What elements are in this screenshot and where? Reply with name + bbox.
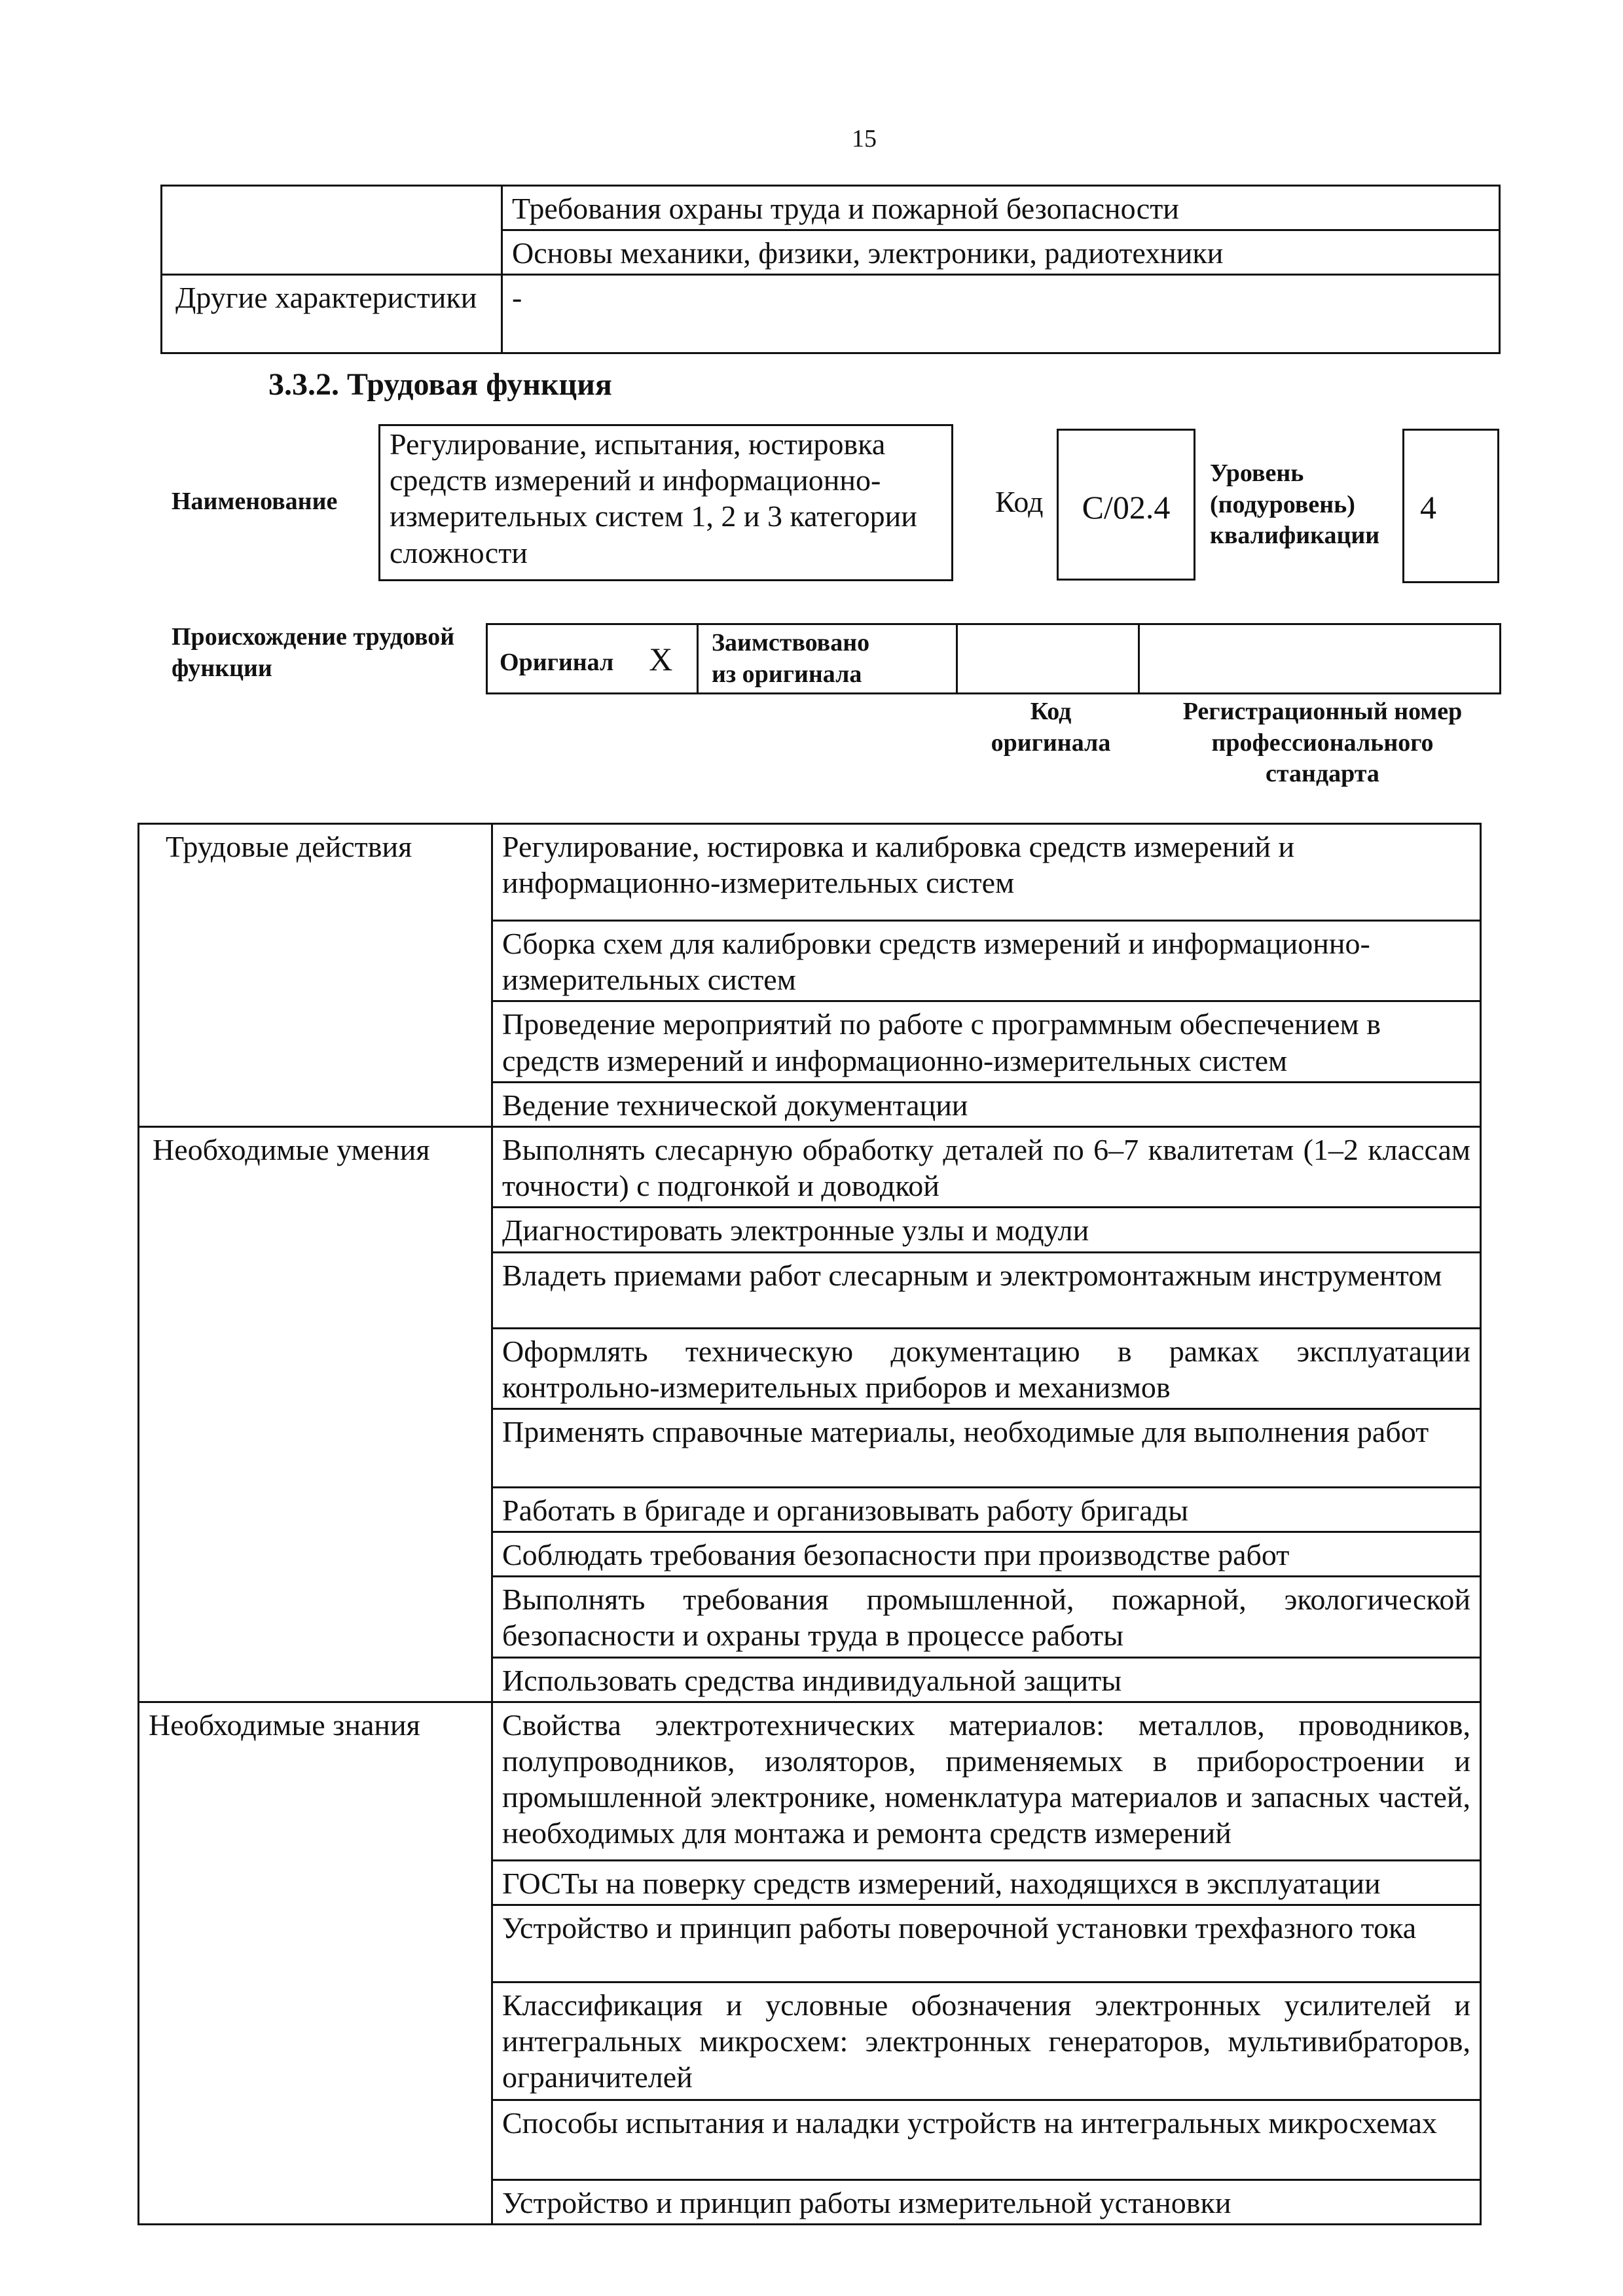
- table-row: [139, 824, 1481, 921]
- section-title: 3.3.2. Трудовая функция: [268, 367, 612, 402]
- table-cell: Устройство и принцип работы поверочной установки трехфазного тока: [492, 1905, 1481, 1982]
- table-row: [139, 1126, 1481, 1207]
- reg-caption: Регистрационный номер профессионального стандарта: [1182, 698, 1463, 787]
- level-value: 4: [1420, 489, 1436, 526]
- table-cell-empty: [162, 186, 502, 275]
- table-cell: Свойства электротехнических материалов: металлов, проводников, полупроводников, изоляторов, применяемых в приборостроении и промышленной электронике, номенклатура материалов и запасных частей, необходимых для монтажа и ремонта средств измерений: [492, 1702, 1481, 1860]
- table-cell: Требования охраны труда и пожарной безопасности: [502, 186, 1500, 230]
- table-cell: Применять справочные материалы, необходимые для выполнения работ: [492, 1408, 1481, 1487]
- table-cell: -: [502, 275, 1500, 353]
- group-label-actions: Трудовые действия: [139, 824, 492, 1127]
- name-label: Наименование: [172, 488, 338, 515]
- table-cell: ГОСТы на поверку средств измерений, находящихся в эксплуатации: [492, 1860, 1481, 1905]
- table-row: [487, 624, 1501, 694]
- borrowed-label: Заимствовано из оригинала: [712, 629, 870, 688]
- original-mark: X: [649, 640, 673, 677]
- original-label: Оригинал: [500, 648, 614, 676]
- table-cell: Использовать средства индивидуальной защиты: [492, 1657, 1481, 1702]
- table-cell: Выполнять требования промышленной, пожарной, экологической безопасности и охраны труда в процессе работы: [492, 1577, 1481, 1657]
- table-cell: Проведение мероприятий по работе с программным обеспечением в средств измерений и информационно-измерительных систем: [492, 1001, 1481, 1082]
- name-value-box: [378, 424, 953, 581]
- name-value: Регулирование, испытания, юстировка средств измерений и информационно-измерительных систем 1, 2 и 3 категории сложности: [390, 427, 917, 569]
- borrowed-cell: [698, 624, 957, 694]
- main-table: [137, 823, 1482, 2225]
- group-label-knowledge: Необходимые знания: [139, 1702, 492, 2224]
- table-cell: Оформлять техническую документацию в рамках эксплуатации контрольно-измерительных приборов и механизмов: [492, 1328, 1481, 1408]
- table-cell: Способы испытания и наладки устройств на интегральных микросхемах: [492, 2100, 1481, 2180]
- table-row: [139, 1702, 1481, 1860]
- top-table: [160, 185, 1501, 354]
- table-cell: Ведение технической документации: [492, 1082, 1481, 1126]
- table-cell: Классификация и условные обозначения электронных усилителей и интегральных микросхем: электронных генераторов, мультивибраторов, ограничителей: [492, 1982, 1481, 2100]
- code-value: С/02.4: [1082, 489, 1171, 526]
- table-cell: Устройство и принцип работы измерительной установки: [492, 2180, 1481, 2225]
- table-cell: Владеть приемами работ слесарным и электромонтажным инструментом: [492, 1252, 1481, 1328]
- table-cell: Основы механики, физики, электроники, радиотехники: [502, 230, 1500, 275]
- page-number: 15: [852, 125, 877, 152]
- table-cell-label: Другие характеристики: [162, 275, 502, 353]
- table-cell: Выполнять слесарную обработку деталей по 6–7 квалитетам (1–2 классам точности) с подгонкой и доводкой: [492, 1126, 1481, 1207]
- original-cell: [487, 624, 698, 694]
- table-row: [162, 186, 1500, 230]
- level-value-box: [1402, 429, 1499, 583]
- table-cell: Регулирование, юстировка и калибровка средств измерений и информационно-измерительных систем: [492, 824, 1481, 921]
- reg-number-cell: [1139, 624, 1501, 694]
- table-row: [162, 275, 1500, 353]
- table-cell: Диагностировать электронные узлы и модули: [492, 1208, 1481, 1252]
- group-label-skills: Необходимые умения: [139, 1126, 492, 1702]
- code-value-box: [1057, 429, 1195, 581]
- table-cell: Сборка схем для калибровки средств измерений и информационно-измерительных систем: [492, 921, 1481, 1001]
- code-label: Код: [995, 485, 1044, 518]
- table-cell: Соблюдать требования безопасности при производстве работ: [492, 1532, 1481, 1577]
- table-cell: Работать в бригаде и организовывать работу бригады: [492, 1487, 1481, 1532]
- code-caption: Код оригинала: [991, 698, 1111, 757]
- origin-table: [486, 623, 1501, 694]
- level-label: Уровень (подуровень) квалификации: [1210, 459, 1380, 549]
- origin-label: Происхождение трудовой функции: [172, 623, 455, 682]
- original-code-cell: [957, 624, 1139, 694]
